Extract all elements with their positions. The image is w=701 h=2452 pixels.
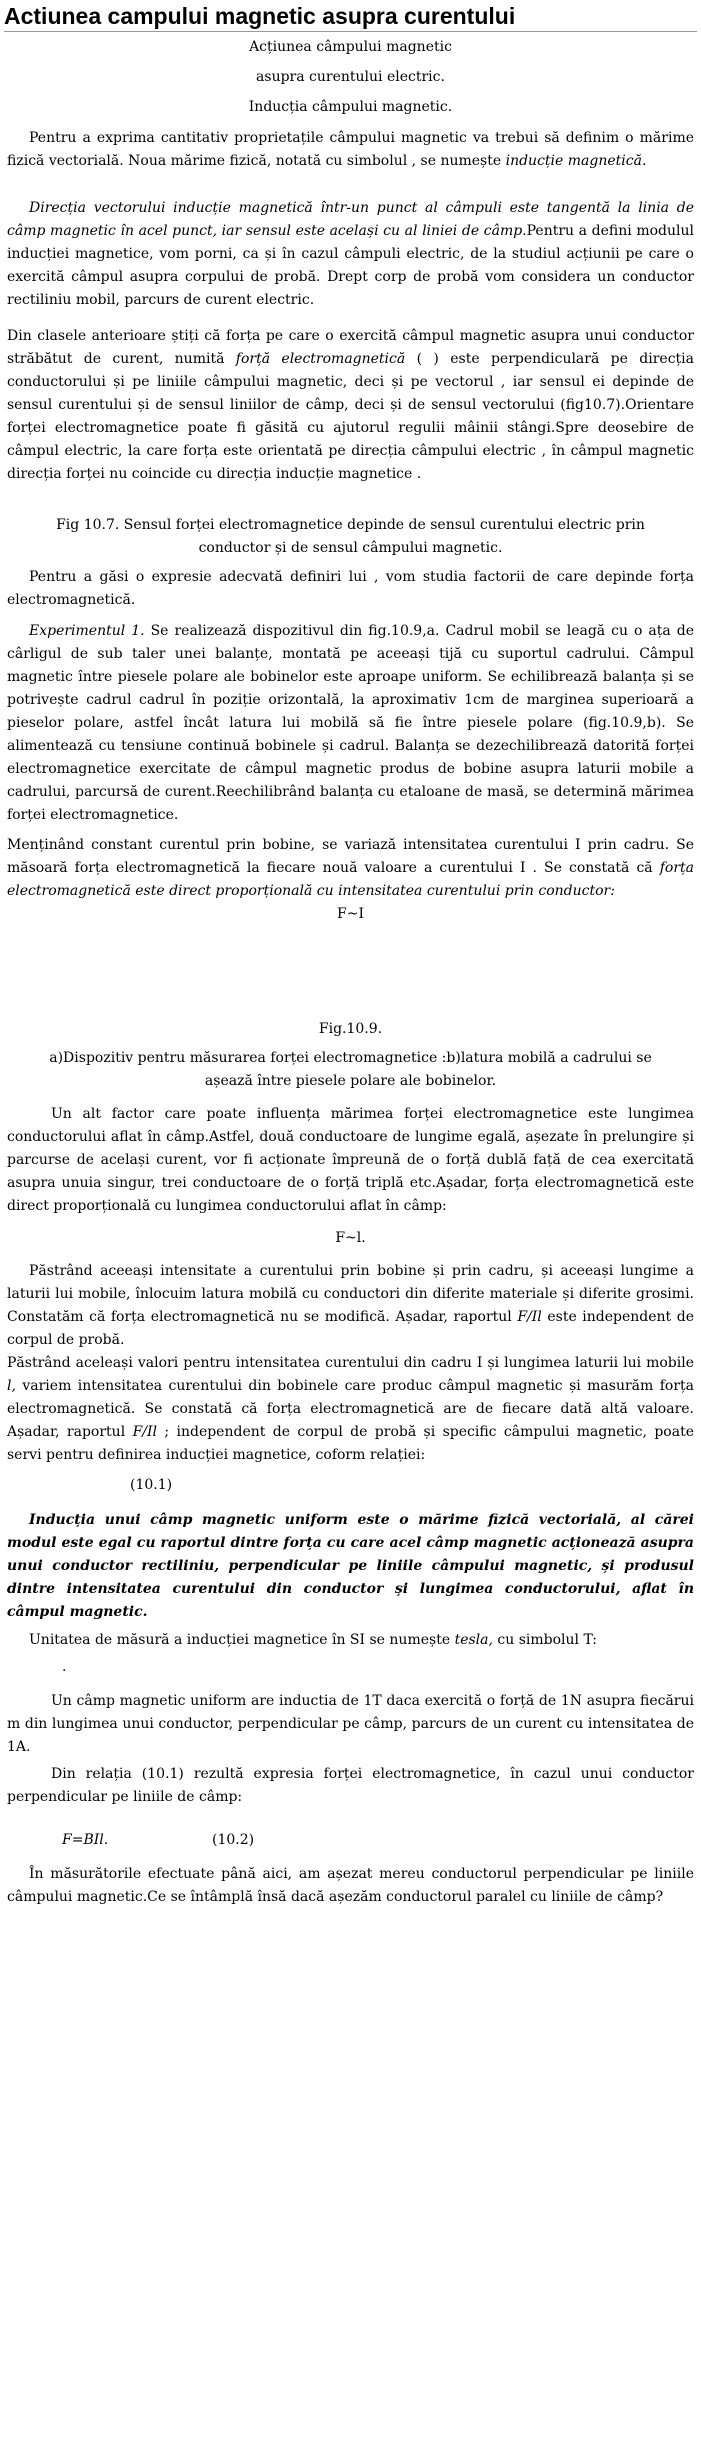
unit-name-tesla: tesla, (454, 1632, 493, 1648)
paragraph-8-text: Păstrând aceeași intensitate a curentului prin bobine și prin cadru, și aceeași lungime a laturii lui mobile, înlocuim latura mobilă cu conductori din diferite materiale și diferite grosimi. Constatăm că forța electromagnetică nu se modifică. Așadar, raportul (7, 1263, 694, 1325)
paragraph-2-text: Pentru a defini modulul inducției magnetice, vom porni, ca și în cazul câmpuli electric, de la studiul acțiunii pe care o exercită câmpul asupra corpului de probă. Drept corp de probă vom considera un conductor rectiliniu mobil, parcurs de curent electric. (7, 223, 694, 308)
paragraph-2-definition: Direcția vectorului inducție magnetică într-un punct al câmpuli este tangentă la linia de câmp magnetic în acel punct, iar sensul este același cu al liniei de câmp. (7, 200, 694, 239)
paragraph-4: Pentru a găsi o expresie adecvată definiri lui , vom studia factorii de care depinde forța electromagnetică. (7, 569, 694, 608)
paragraph-12: Un câmp magnetic uniform are inductia de 1T daca exercită o forță de 1N asupra fiecărui m din lungimea unui conductor, perpendicular pe câmp, parcurs de un curent cu intensitatea de 1A. (7, 1693, 694, 1755)
title-divider (4, 31, 697, 32)
experiment-1-label: Experimentul 1. (29, 623, 145, 639)
subtitle-line-1: Acțiunea câmpului magnetic (249, 39, 452, 55)
figure-10-9-caption-line-1: a)Dispozitiv pentru măsurarea forței electromagnetice :b)latura mobilă a cadrului se (49, 1050, 652, 1066)
paragraph-11-text: Unitatea de măsură a inducției magnetice în SI se numește (29, 1632, 455, 1648)
equation-10-1-number: (10.1) (130, 1477, 173, 1493)
paragraph-6-conclusion: forța electromagnetică este direct proporțională cu intensitatea curentului prin conductor: (7, 860, 694, 899)
subtitle-line-2: asupra curentului electric. (256, 69, 445, 85)
paragraph-5-text: Se realizează dispozitivul din fig.10.9,a. Cadrul mobil se leagă cu o ața de cârligul de sub taler unei balanțe, montată pe aceeași tijă cu suportul cadrului. Câmpul magnetic între piesele polare ale bobinelor este aproape uniform. Se echilibrează balanța și se potrivește cadrul cadrul în poziție orizontală, la aproximativ 1cm de marginea superioară a pieselor polare, astfel încât latura lui mobilă să fie între piesele polare (fig.10.9,b). Se alimentează cu tensiune continuă bobinele și cadrul. Balanța se dezechilibrează datorită forței electromagnetice exercitate de câmpul magnetic produs de bobine asupra laturii mobile a cadrului, parcursă de curent.Reechilibrând balanța cu etaloane de masă, se determină mărimea forței electromagnetice. (7, 623, 694, 823)
figure-10-9-placeholder (0, 930, 701, 1010)
paragraph-5 (7, 620, 694, 827)
paragraph-3-text-b: ( ) este perpendiculară pe direcția conductorului și pe liniile câmpului magnetic, deci și pe vectorul , iar sensul ei depinde de sensul curentului și de sensul liniilor de câmp, deci și de sensul vectorului (fig10.7).Orientare forței electromagnetice poate fi găsită cu ajutorul regulii mâinii stângi.Spre deosebire de câmpul electric, la care forța este orientată pe direcția câmpului electric , în câmpul magnetic direcția forței nu coincide cu direcția inducție magnetice . (7, 351, 694, 482)
figure-10-7-caption-line-1: Fig 10.7. Sensul forței electromagnetice depinde de sensul curentului electric prin (56, 517, 645, 533)
equation-tesla-dot: . (62, 1659, 67, 1675)
paragraph-1-end: . (641, 153, 647, 169)
paragraph-1-text: Pentru a exprima cantitativ proprietațile câmpului magnetic va trebui să definim o mărime fizică vectorială. Noua mărime fizică, notată cu simbolul , se numește (7, 130, 694, 169)
equation-10-2-formula: F=BIl. (62, 1832, 109, 1848)
paragraph-9-text-a: Păstrând aceleași valori pentru intensitatea curentului din cadru I și lungimea laturii lui mobile (7, 1355, 694, 1371)
figure-10-9-caption-line-2: așează între piesele polare ale bobinelor. (204, 1073, 497, 1089)
paragraph-8-end: este independent de corpul de probă. (7, 1309, 694, 1348)
paragraph-1-term: inducție magnetică (505, 153, 642, 169)
paragraph-8 (7, 1260, 694, 1352)
paragraph-9 (7, 1352, 694, 1467)
paragraph-6-text: Menținând constant curentul prin bobine, se variază intensitatea curentului I prin cadru. Se măsoară forța electromagnetică la fiecare nouă valoare a curentului I . Se constată că (7, 837, 694, 876)
paragraph-9-text-c: ; independent de corpul de probă și specific câmpului magnetic, poate servi pentru definirea inducției magnetice, coform relației: (7, 1424, 694, 1463)
paragraph-11 (7, 1629, 694, 1652)
paragraph-3-text-a: Din clasele anterioare știți că forța pe care o exercită câmpul magnetic asupra unui conductor străbătut de curent, numită (7, 328, 694, 367)
equation-f-proportional-l: F~l. (335, 1230, 366, 1246)
paragraph-11-end: cu simbolul T: (492, 1632, 598, 1648)
figure-10-9-label: Fig.10.9. (318, 1021, 383, 1037)
paragraph-9-text-b: variem intensitatea curentului din bobinele care produc câmpul magnetic și masurăm forța electromagnetică. Se constată că forța electromagnetică are de fiecare dată altă valoare. Așadar, raportul (7, 1378, 694, 1440)
paragraph-8-ratio: F/Il (517, 1309, 542, 1325)
equation-10-2-number: (10.2) (212, 1832, 255, 1848)
paragraph-7: Un alt factor care poate influența mărimea forței electromagnetice este lungimea conductorului aflat în câmp.Astfel, două conductoare de lungime egală, așezate în prelungire și parcurse de același curent, vor fi acționate împreună de o forță dublă față de cea exercitată asupra unuia singur, trei conductoare de o forță triplă etc.Așadar, forța electromagnetică este direct proporțională cu lungimea conductorului aflat în câmp: (7, 1106, 694, 1214)
paragraph-13: Din relația (10.1) rezultă expresia forței electromagnetice, în cazul unui conductor perpendicular pe liniile de câmp: (7, 1766, 694, 1805)
subtitle-line-3: Inducția câmpului magnetic. (248, 99, 453, 115)
paragraph-3-term: forță electromagnetică (235, 351, 406, 367)
paragraph-9-ratio: F/Il (132, 1424, 158, 1440)
paragraph-6 (7, 834, 694, 903)
page-title: Actiunea campului magnetic asupra curentului (4, 3, 516, 29)
paragraph-2 (7, 197, 694, 312)
equation-f-proportional-i: F~I (337, 906, 364, 922)
definition-magnetic-induction: Inducția unui câmp magnetic uniform este o mărime fizică vectorială, al cărei modul este egal cu raportul dintre forța cu care acel câmp magnetic acționează asupra unui conductor rectiliniu, perpendicular pe liniile câmpului magnetic, și produsul dintre intensitatea curentului din conductor și lungimea conductorului, aflat în câmpul magnetic. (7, 1512, 694, 1620)
figure-10-7-caption-line-2: conductor și de sensul câmpului magnetic. (198, 540, 503, 556)
paragraph-9-length-symbol: l, (7, 1378, 16, 1394)
paragraph-1 (7, 127, 694, 173)
paragraph-3 (7, 325, 694, 486)
paragraph-14: În măsurătorile efectuate până aici, am așezat mereu conductorul perpendicular pe liniile câmpului magnetic.Ce se întâmplă însă dacă așezăm conductorul paralel cu liniile de câmp? (7, 1866, 694, 1905)
